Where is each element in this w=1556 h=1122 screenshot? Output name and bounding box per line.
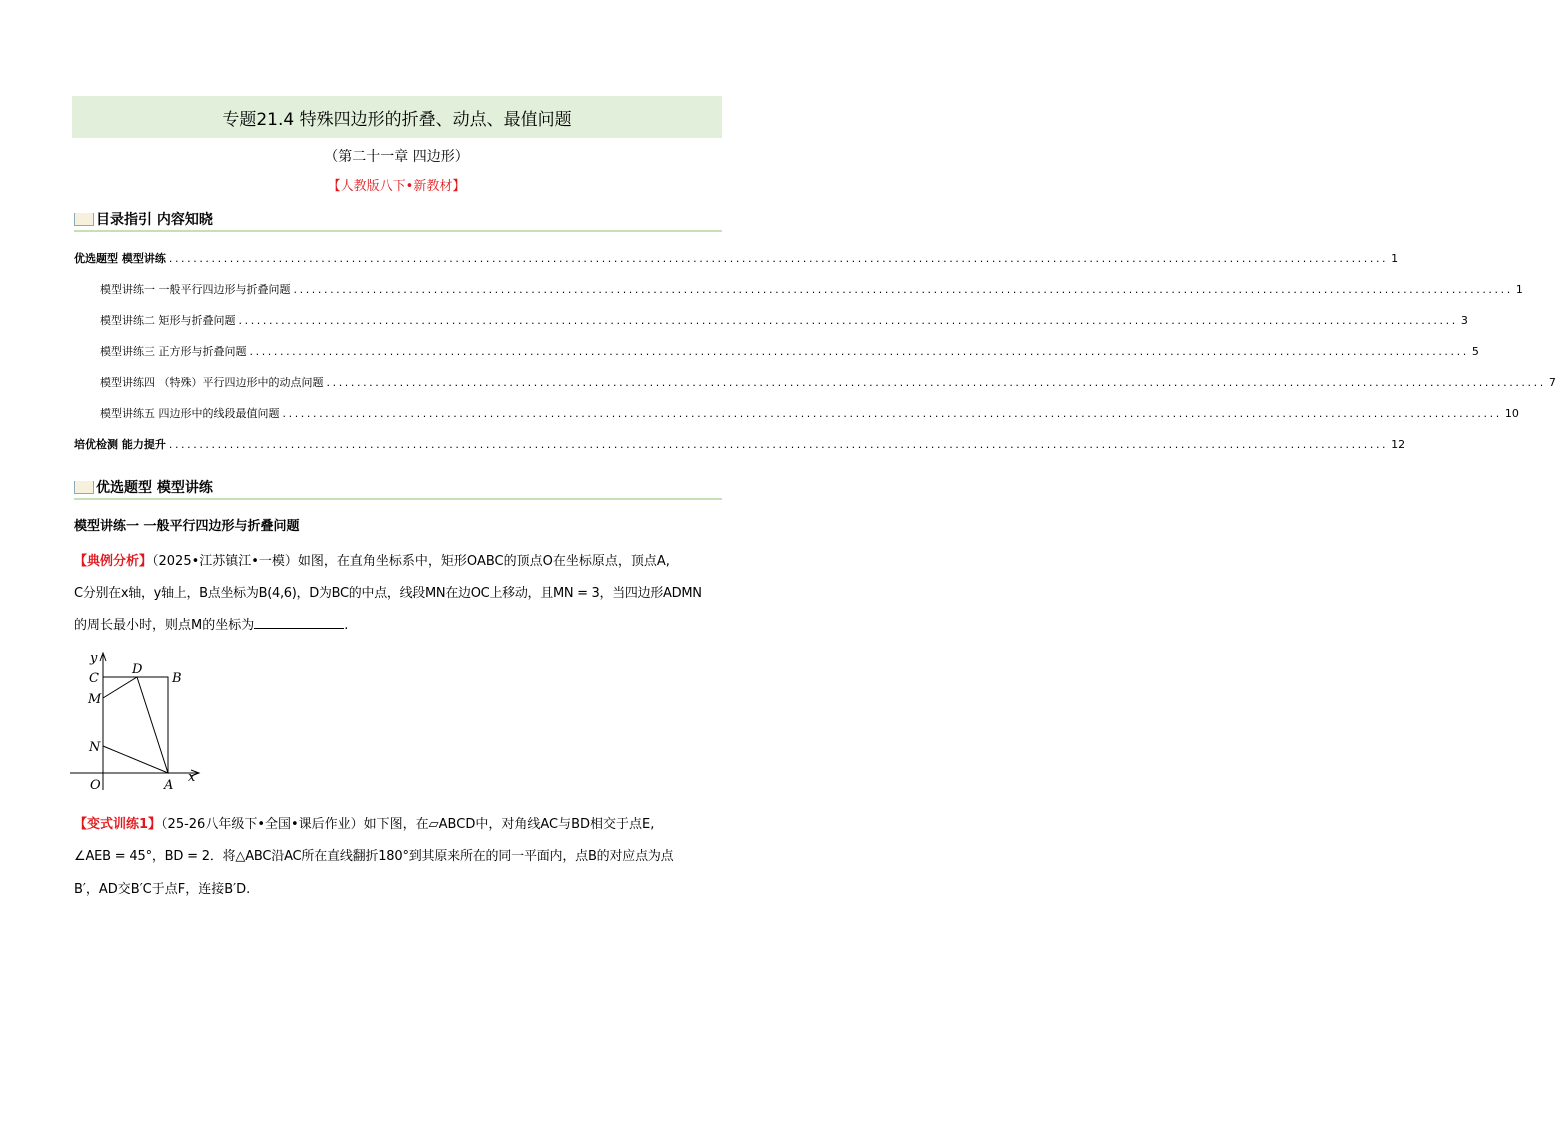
label-m: M xyxy=(88,692,102,707)
toc-page-number: 1 xyxy=(1515,283,1523,296)
section-heading: 优选题型 模型讲练 xyxy=(96,480,213,496)
toc-leader: ........................................................................................................................................................................................................ xyxy=(249,345,1469,358)
toc-label: 模型讲练三 正方形与折叠问题 xyxy=(100,345,247,358)
toc-label: 模型讲练一 一般平行四边形与折叠问题 xyxy=(100,283,291,296)
example-tag: 【典例分析】 xyxy=(74,554,153,569)
toc-entry[interactable] xyxy=(100,343,1479,359)
toc-heading: 目录指引 内容知晓 xyxy=(96,212,213,228)
label-o: O xyxy=(90,778,101,793)
chapter-subtitle: （第二十一章 四边形） xyxy=(324,149,469,165)
answer-blank[interactable] xyxy=(254,628,344,629)
toc-leader: ........................................................................................................................................................................................................ xyxy=(326,376,1546,389)
toc-label: 模型讲练四 （特殊）平行四边形中的动点问题 xyxy=(100,376,324,389)
toc-label: 培优检测 能力提升 xyxy=(74,438,166,451)
toc-entry[interactable] xyxy=(100,374,1556,390)
coordinate-figure xyxy=(60,645,210,795)
toc-entry[interactable] xyxy=(74,250,1399,266)
variant-line-2: ∠AEB = 45°，BD = 2．将△ABC沿AC所在直线翻折180°到其原来所在的同一平面内，点B的对应点为点 xyxy=(74,849,674,864)
example-line-2: C分别在x轴，y轴上，B点坐标为B(4,6)，D为BC的中点，线段MN在边OC上移动，且MN = 3，当四边形ADMN xyxy=(74,586,702,601)
example-line-3: 的周长最小时，则点M的坐标为 . xyxy=(74,618,349,633)
toc-entry[interactable] xyxy=(74,436,1406,452)
label-d: D xyxy=(132,662,143,677)
toc-label: 模型讲练五 四边形中的线段最值问题 xyxy=(100,407,280,420)
toc-page-number: 5 xyxy=(1471,345,1479,358)
example-line-1: 【典例分析】（2025•江苏镇江•一模）如图，在直角坐标系中，矩形OABC的顶点O在坐标原点，顶点A, xyxy=(74,554,670,569)
label-x: x xyxy=(188,770,196,785)
toc-page-number: 7 xyxy=(1548,376,1556,389)
toc-page-number: 12 xyxy=(1391,438,1406,451)
label-b: B xyxy=(172,671,182,686)
toc-page-number: 3 xyxy=(1460,314,1468,327)
toc-section-header xyxy=(74,208,722,232)
variant-tag: 【变式训练1】 xyxy=(74,817,162,832)
book-icon xyxy=(74,481,94,494)
toc-label: 优选题型 模型讲练 xyxy=(74,252,166,265)
toc-entry[interactable] xyxy=(100,405,1519,421)
toc-leader: ........................................................................................................................................................................................................ xyxy=(168,252,1389,265)
edition-label: 【人教版八下•新教材】 xyxy=(327,179,466,194)
variant-line-3: B′，AD交B′C于点F，连接B′D. xyxy=(74,882,251,897)
quadrilateral-admn xyxy=(103,677,168,773)
toc-label: 模型讲练二 矩形与折叠问题 xyxy=(100,314,236,327)
title-banner xyxy=(72,96,722,138)
page-title: 专题21.4 特殊四边形的折叠、动点、最值问题 xyxy=(222,109,572,130)
label-n: N xyxy=(89,740,101,755)
toc-entry[interactable] xyxy=(100,281,1523,297)
toc-entry[interactable] xyxy=(100,312,1468,328)
label-y: y xyxy=(90,651,98,666)
variant-line-1: 【变式训练1】（25-26八年级下•全国•课后作业）如下图，在▱ABCD中，对角线AC与BD相交于点E, xyxy=(74,817,655,832)
label-c: C xyxy=(89,671,99,686)
toc-leader: ........................................................................................................................................................................................................ xyxy=(293,283,1513,296)
section-header xyxy=(74,476,722,500)
subsection-heading: 模型讲练一 一般平行四边形与折叠问题 xyxy=(74,519,300,534)
toc-leader: ........................................................................................................................................................................................................ xyxy=(238,314,1458,327)
toc-leader: ........................................................................................................................................................................................................ xyxy=(282,407,1502,420)
book-icon xyxy=(74,213,94,226)
toc-page-number: 10 xyxy=(1504,407,1519,420)
label-a: A xyxy=(164,778,174,793)
toc-leader: ........................................................................................................................................................................................................ xyxy=(168,438,1389,451)
toc-page-number: 1 xyxy=(1391,252,1399,265)
